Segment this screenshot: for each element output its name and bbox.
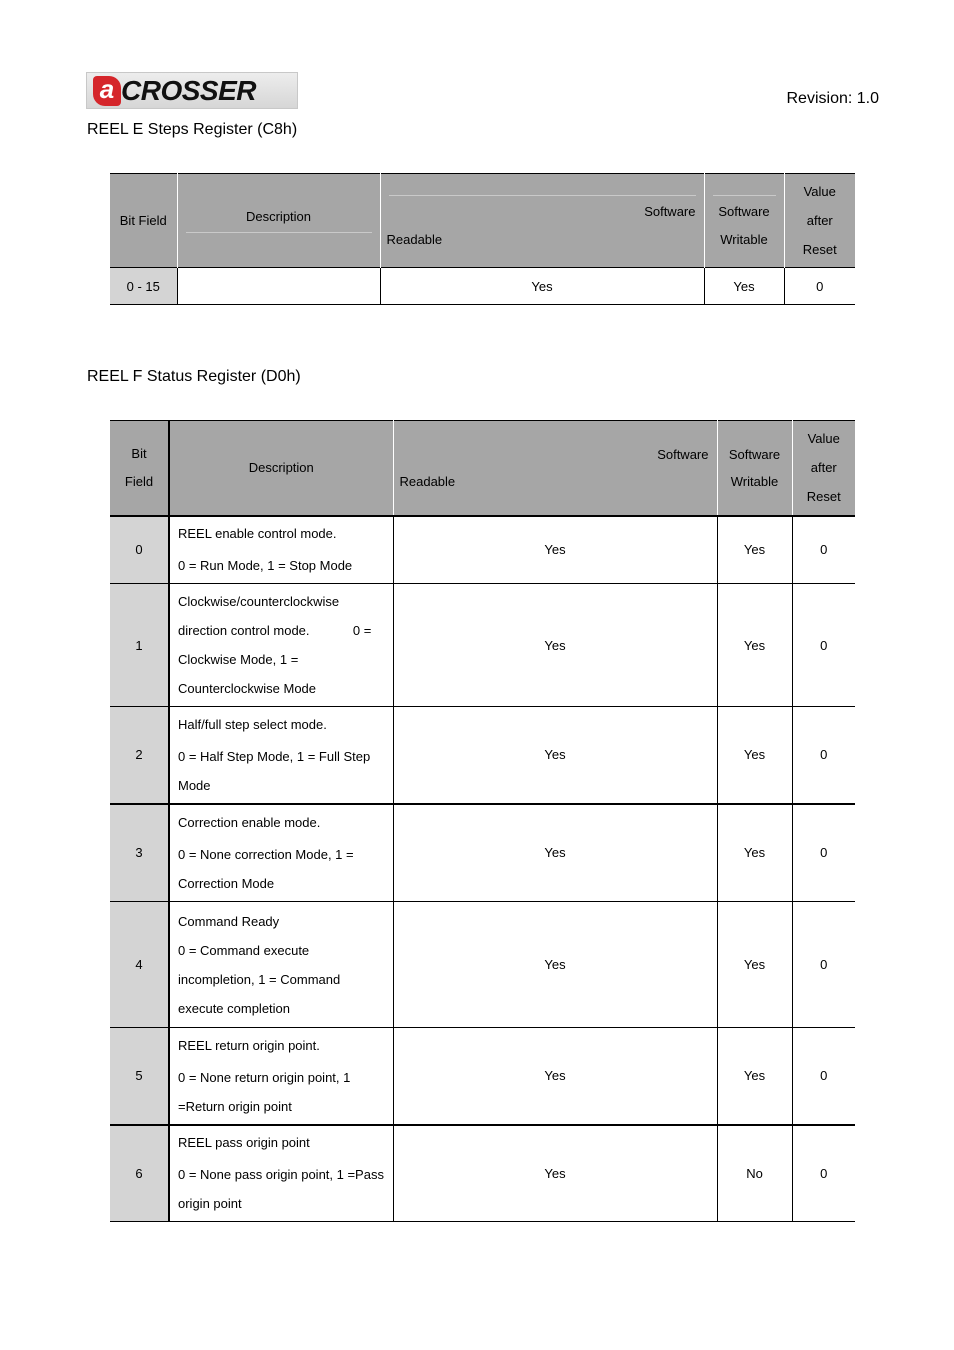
readable-cell: Yes	[393, 584, 717, 707]
reset-value-cell: 0	[792, 1125, 855, 1222]
reel-f-status-table	[110, 420, 855, 1222]
logo-letter: a	[99, 74, 115, 104]
description-line: origin point	[178, 1196, 242, 1212]
description-line: Clockwise/counterclockwise	[178, 594, 340, 609]
header-software-writable: Software Writable	[704, 174, 784, 268]
description-cell	[177, 268, 380, 305]
readable-cell: Yes	[393, 1125, 717, 1222]
description-line: Half/full step select mode.	[178, 716, 327, 732]
description-line: direction control mode. 0 =	[178, 623, 372, 638]
writable-cell: Yes	[704, 268, 784, 305]
section-title-reel-e: REEL E Steps Register (C8h)	[87, 121, 298, 138]
header-value-after-reset: Value after Reset	[784, 174, 855, 268]
description-line: Mode	[178, 777, 211, 793]
reset-value-cell: 0	[792, 804, 855, 902]
table-row	[110, 516, 855, 584]
reset-value-cell: 0	[784, 268, 855, 305]
table-row	[110, 902, 855, 1028]
description-line: =Return origin point	[178, 1098, 292, 1114]
description-line: REEL return origin point.	[178, 1037, 320, 1053]
description-line: incompletion, 1 = Command	[178, 971, 341, 987]
writable-cell: Yes	[717, 707, 792, 804]
description-line: 0 = None correction Mode, 1 =	[178, 846, 354, 862]
readable-cell: Yes	[393, 804, 717, 902]
table-header-row	[110, 421, 855, 516]
description-line: 0 = Half Step Mode, 1 = Full Step	[178, 748, 371, 764]
reset-value-cell: 0	[792, 707, 855, 804]
description-line: REEL enable control mode.	[178, 526, 337, 542]
table-row	[110, 707, 855, 804]
table-row	[110, 1125, 855, 1222]
writable-cell: Yes	[717, 902, 792, 1028]
description-line: execute completion	[178, 1000, 291, 1016]
description-cell	[169, 1125, 393, 1222]
bit-cell: 4	[110, 902, 169, 1028]
reel-e-steps-table	[110, 173, 855, 305]
reset-value-cell: 0	[792, 516, 855, 584]
description-cell	[169, 804, 393, 902]
logo-badge	[93, 76, 121, 106]
header-description: Description	[177, 174, 380, 268]
description-cell	[169, 584, 393, 707]
status-table-body	[110, 516, 855, 1222]
description-line: Counterclockwise Mode	[178, 681, 317, 696]
bit-cell: 1	[110, 584, 169, 707]
description-line: 0 = None return origin point, 1	[178, 1069, 351, 1085]
readable-cell: Yes	[393, 707, 717, 804]
bit-cell: 6	[110, 1125, 169, 1222]
description-cell	[169, 516, 393, 584]
writable-cell: Yes	[717, 804, 792, 902]
readable-cell: Yes	[393, 1028, 717, 1125]
writable-cell: Yes	[717, 1028, 792, 1125]
description-line: Correction enable mode.	[178, 814, 321, 830]
bit-cell: 5	[110, 1028, 169, 1125]
writable-cell: Yes	[717, 516, 792, 584]
writable-cell: Yes	[717, 584, 792, 707]
header-software-writable: Software Writable	[717, 421, 792, 516]
description-cell	[169, 902, 393, 1028]
table-header-row	[110, 174, 855, 268]
header-description: Description	[169, 421, 393, 516]
description-cell	[169, 1028, 393, 1125]
readable-cell: Yes	[393, 516, 717, 584]
reset-value-cell: 0	[792, 584, 855, 707]
writable-cell: No	[717, 1125, 792, 1222]
table-row	[110, 268, 855, 305]
header-software-readable: Software Readable	[393, 421, 717, 516]
bit-cell: 3	[110, 804, 169, 902]
table-row	[110, 1028, 855, 1125]
readable-cell: Yes	[380, 268, 704, 305]
logo-text: CROSSER	[121, 75, 256, 106]
description-line: Correction Mode	[178, 875, 275, 891]
bit-cell: 0	[110, 516, 169, 584]
readable-cell: Yes	[393, 902, 717, 1028]
table-row	[110, 804, 855, 902]
section-title-reel-f: REEL F Status Register (D0h)	[87, 368, 301, 385]
description-line: REEL pass origin point	[178, 1135, 310, 1151]
header-value-after-reset: Value after Reset	[792, 421, 855, 516]
description-cell	[169, 707, 393, 804]
revision-label: Revision: 1.0	[786, 90, 879, 107]
description-line: Command Ready	[178, 913, 280, 929]
description-line: 0 = None pass origin point, 1 =Pass	[178, 1167, 384, 1183]
description-line: 0 = Command execute	[178, 942, 310, 958]
header-bit-field: Bit Field	[110, 421, 169, 516]
description-line: Clockwise Mode, 1 =	[178, 652, 299, 667]
bit-cell: 0 - 15	[110, 268, 177, 305]
header-bit-field: Bit Field	[110, 174, 177, 268]
table-row	[110, 584, 855, 707]
header-software-readable: Software Readable	[380, 174, 704, 268]
bit-cell: 2	[110, 707, 169, 804]
description-line: 0 = Run Mode, 1 = Stop Mode	[178, 558, 353, 574]
reset-value-cell: 0	[792, 1028, 855, 1125]
acrosser-logo	[86, 72, 298, 109]
reset-value-cell: 0	[792, 902, 855, 1028]
